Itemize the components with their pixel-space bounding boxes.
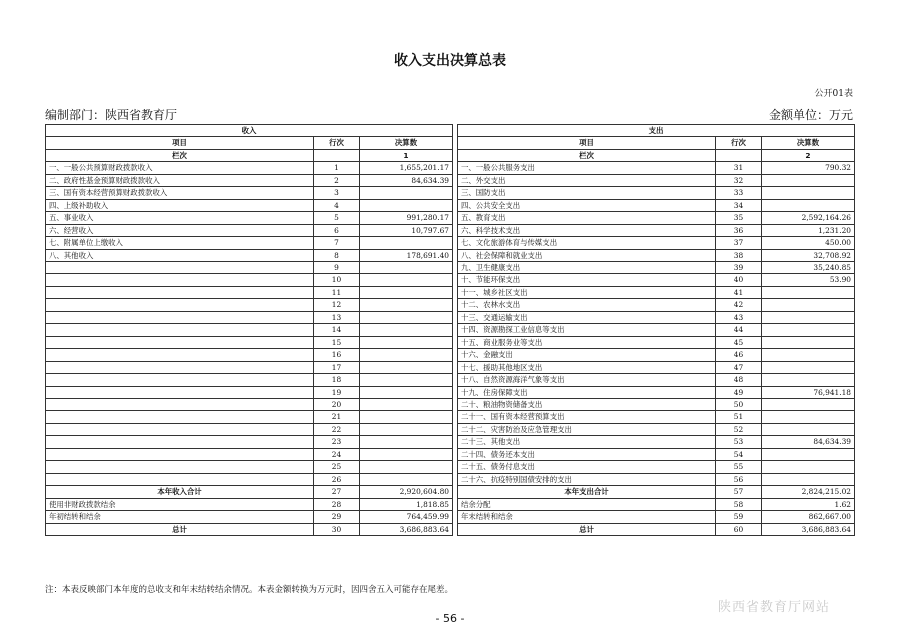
income-line-no: 3 — [314, 187, 360, 199]
income-column-number: 栏次 — [46, 149, 314, 161]
expense-item: 十三、交通运输支出 — [458, 311, 716, 323]
expense-amount — [762, 361, 855, 373]
expense-column-header: 行次 — [716, 137, 762, 149]
income-column-header: 决算数 — [360, 137, 453, 149]
expense-item: 十六、金融支出 — [458, 349, 716, 361]
table-row — [458, 336, 855, 348]
income-amount — [360, 187, 453, 199]
expense-line-no: 40 — [716, 274, 762, 286]
table-row — [458, 261, 855, 273]
expense-item: 二十一、国有资本经营预算支出 — [458, 411, 716, 423]
income-line-no: 28 — [314, 498, 360, 510]
table-row — [458, 249, 855, 261]
expense-item: 五、教育支出 — [458, 212, 716, 224]
income-amount: 3,686,883.64 — [360, 523, 453, 535]
expense-amount — [762, 174, 855, 186]
expense-line-no: 37 — [716, 237, 762, 249]
income-line-no: 13 — [314, 311, 360, 323]
income-item: 五、事业收入 — [46, 212, 314, 224]
income-item — [46, 336, 314, 348]
table-row — [46, 349, 453, 361]
income-item — [46, 349, 314, 361]
income-line-no: 12 — [314, 299, 360, 311]
expense-column-number: 栏次 — [458, 149, 716, 161]
income-amount — [360, 423, 453, 435]
expense-item: 二十五、债务付息支出 — [458, 461, 716, 473]
table-row — [46, 398, 453, 410]
expense-line-no: 44 — [716, 324, 762, 336]
table-row — [46, 299, 453, 311]
expense-line-no: 41 — [716, 286, 762, 298]
income-item: 八、其他收入 — [46, 249, 314, 261]
income-item: 二、政府性基金预算财政拨款收入 — [46, 174, 314, 186]
table-row — [458, 361, 855, 373]
expense-line-no: 31 — [716, 162, 762, 174]
expense-line-no: 50 — [716, 398, 762, 410]
income-amount — [360, 336, 453, 348]
income-amount — [360, 299, 453, 311]
table-row — [458, 498, 855, 510]
income-item: 一、一般公共预算财政拨款收入 — [46, 162, 314, 174]
income-item: 本年收入合计 — [46, 486, 314, 498]
income-line-no: 7 — [314, 237, 360, 249]
footnote: 注：本表反映部门本年度的总收支和年末结转结余情况。本表金额转换为万元时，因四舍五入可能存在尾差。 — [45, 585, 454, 595]
table-row — [46, 498, 453, 510]
expense-item: 二十六、抗疫特别国债安排的支出 — [458, 473, 716, 485]
income-item — [46, 473, 314, 485]
income-amount — [360, 237, 453, 249]
income-item — [46, 448, 314, 460]
expense-line-no: 32 — [716, 174, 762, 186]
table-row — [458, 511, 855, 523]
income-item — [46, 386, 314, 398]
income-amount — [360, 349, 453, 361]
income-amount: 1,818.85 — [360, 498, 453, 510]
income-line-no: 6 — [314, 224, 360, 236]
expense-table — [457, 124, 855, 536]
income-amount: 10,797.67 — [360, 224, 453, 236]
page-number: - 56 - — [435, 612, 465, 625]
table-row — [46, 199, 453, 211]
income-line-no: 5 — [314, 212, 360, 224]
income-header-row — [46, 137, 453, 149]
expense-amount: 76,941.18 — [762, 386, 855, 398]
expense-line-no: 33 — [716, 187, 762, 199]
expense-column-number — [716, 149, 762, 161]
expense-item: 二十二、灾害防治及应急管理支出 — [458, 423, 716, 435]
income-item: 年初结转和结余 — [46, 511, 314, 523]
income-item — [46, 261, 314, 273]
income-item — [46, 299, 314, 311]
income-amount — [360, 361, 453, 373]
expense-amount — [762, 324, 855, 336]
expense-amount — [762, 473, 855, 485]
income-line-no: 24 — [314, 448, 360, 460]
income-line-no: 21 — [314, 411, 360, 423]
expense-column-header: 项目 — [458, 137, 716, 149]
expense-item: 年末结转和结余 — [458, 511, 716, 523]
expense-item: 七、文化旅游体育与传媒支出 — [458, 237, 716, 249]
expense-line-no: 59 — [716, 511, 762, 523]
table-row — [458, 411, 855, 423]
income-column-header: 行次 — [314, 137, 360, 149]
table-row — [46, 174, 453, 186]
income-line-no: 19 — [314, 386, 360, 398]
income-line-no: 4 — [314, 199, 360, 211]
table-row — [458, 162, 855, 174]
table-row — [458, 199, 855, 211]
expense-item: 三、国防支出 — [458, 187, 716, 199]
table-row — [458, 324, 855, 336]
expense-item: 十九、住房保障支出 — [458, 386, 716, 398]
table-row — [458, 349, 855, 361]
expense-item: 一、一般公共服务支出 — [458, 162, 716, 174]
income-amount — [360, 199, 453, 211]
income-line-no: 22 — [314, 423, 360, 435]
table-row — [46, 511, 453, 523]
expense-item: 六、科学技术支出 — [458, 224, 716, 236]
expense-column-number: 2 — [762, 149, 855, 161]
table-row — [46, 461, 453, 473]
income-amount — [360, 398, 453, 410]
expense-item: 九、卫生健康支出 — [458, 261, 716, 273]
expense-item: 二十、粮油物资储备支出 — [458, 398, 716, 410]
table-row — [458, 212, 855, 224]
table-row — [46, 274, 453, 286]
expense-amount — [762, 336, 855, 348]
expense-amount: 790.32 — [762, 162, 855, 174]
income-line-no: 8 — [314, 249, 360, 261]
income-line-no: 27 — [314, 486, 360, 498]
table-row — [458, 423, 855, 435]
table-row — [46, 523, 453, 535]
expense-item: 四、公共安全支出 — [458, 199, 716, 211]
income-table — [45, 124, 453, 536]
expense-amount: 84,634.39 — [762, 436, 855, 448]
expense-section-row — [458, 125, 855, 137]
income-item — [46, 436, 314, 448]
expense-amount — [762, 374, 855, 386]
form-code: 公开01表 — [814, 89, 853, 99]
table-row — [46, 249, 453, 261]
expense-column-number-row — [458, 149, 855, 161]
income-item: 总计 — [46, 523, 314, 535]
watermark: 陕西省教育厅网站 — [718, 600, 831, 615]
expense-amount — [762, 461, 855, 473]
expense-line-no: 55 — [716, 461, 762, 473]
expense-amount: 450.00 — [762, 237, 855, 249]
table-row — [458, 436, 855, 448]
table-row — [458, 448, 855, 460]
table-row — [46, 286, 453, 298]
income-amount — [360, 311, 453, 323]
income-item — [46, 423, 314, 435]
table-row — [46, 473, 453, 485]
expense-amount: 1.62 — [762, 498, 855, 510]
income-line-no: 1 — [314, 162, 360, 174]
income-amount — [360, 411, 453, 423]
expense-header-row — [458, 137, 855, 149]
table-row — [458, 187, 855, 199]
income-item — [46, 374, 314, 386]
expense-amount — [762, 299, 855, 311]
expense-line-no: 48 — [716, 374, 762, 386]
income-line-no: 10 — [314, 274, 360, 286]
expense-line-no: 58 — [716, 498, 762, 510]
table-row — [458, 174, 855, 186]
expense-item: 十五、商业服务业等支出 — [458, 336, 716, 348]
income-line-no: 26 — [314, 473, 360, 485]
expense-item: 十、节能环保支出 — [458, 274, 716, 286]
expense-item: 十一、城乡社区支出 — [458, 286, 716, 298]
expense-amount: 2,824,215.02 — [762, 486, 855, 498]
expense-amount — [762, 411, 855, 423]
expense-item: 十四、资源勘探工业信息等支出 — [458, 324, 716, 336]
table-row — [458, 386, 855, 398]
table-row — [458, 374, 855, 386]
table-row — [458, 274, 855, 286]
income-item: 三、国有资本经营预算财政拨款收入 — [46, 187, 314, 199]
table-row — [46, 423, 453, 435]
table-row — [46, 162, 453, 174]
table-row — [46, 486, 453, 498]
table-row — [46, 361, 453, 373]
expense-column-header: 决算数 — [762, 137, 855, 149]
expense-item: 二十三、其他支出 — [458, 436, 716, 448]
income-line-no: 29 — [314, 511, 360, 523]
expense-amount — [762, 349, 855, 361]
expense-item: 二十四、债务还本支出 — [458, 448, 716, 460]
table-row — [458, 461, 855, 473]
expense-line-no: 36 — [716, 224, 762, 236]
table-row — [46, 386, 453, 398]
income-line-no: 23 — [314, 436, 360, 448]
income-line-no: 11 — [314, 286, 360, 298]
income-amount — [360, 386, 453, 398]
table-row — [458, 237, 855, 249]
income-item — [46, 361, 314, 373]
table-row — [46, 448, 453, 460]
expense-amount — [762, 398, 855, 410]
income-line-no: 20 — [314, 398, 360, 410]
income-amount: 2,920,604.80 — [360, 486, 453, 498]
department-label: 编制部门：陕西省教育厅 — [45, 108, 178, 122]
income-amount: 84,634.39 — [360, 174, 453, 186]
expense-line-no: 52 — [716, 423, 762, 435]
income-amount — [360, 374, 453, 386]
expense-amount — [762, 448, 855, 460]
expense-amount: 2,592,164.26 — [762, 212, 855, 224]
expense-amount: 3,686,883.64 — [762, 523, 855, 535]
table-row — [458, 398, 855, 410]
income-column-number — [314, 149, 360, 161]
income-amount — [360, 324, 453, 336]
table-row — [458, 473, 855, 485]
expense-amount: 53.90 — [762, 274, 855, 286]
expense-line-no: 38 — [716, 249, 762, 261]
income-amount — [360, 286, 453, 298]
expense-line-no: 45 — [716, 336, 762, 348]
table-row — [46, 374, 453, 386]
income-column-number: 1 — [360, 149, 453, 161]
income-item: 六、经营收入 — [46, 224, 314, 236]
income-item — [46, 398, 314, 410]
table-row — [46, 187, 453, 199]
table-row — [46, 324, 453, 336]
table-row — [46, 261, 453, 273]
table-row — [458, 523, 855, 535]
unit-label: 金额单位：万元 — [768, 108, 853, 122]
expense-line-no: 46 — [716, 349, 762, 361]
income-column-header: 项目 — [46, 137, 314, 149]
expense-amount: 35,240.85 — [762, 261, 855, 273]
table-row — [458, 486, 855, 498]
expense-line-no: 42 — [716, 299, 762, 311]
income-line-no: 18 — [314, 374, 360, 386]
expense-amount: 862,667.00 — [762, 511, 855, 523]
expense-item: 十八、自然资源海洋气象等支出 — [458, 374, 716, 386]
income-item — [46, 411, 314, 423]
expense-line-no: 43 — [716, 311, 762, 323]
expense-item: 结余分配 — [458, 498, 716, 510]
expense-amount — [762, 187, 855, 199]
table-row — [46, 311, 453, 323]
income-item — [46, 286, 314, 298]
expense-line-no: 47 — [716, 361, 762, 373]
expense-amount — [762, 199, 855, 211]
income-amount — [360, 448, 453, 460]
income-line-no: 25 — [314, 461, 360, 473]
expense-section-header: 支出 — [458, 125, 855, 137]
income-amount — [360, 436, 453, 448]
expense-amount: 1,231.20 — [762, 224, 855, 236]
expense-line-no: 34 — [716, 199, 762, 211]
expense-amount — [762, 286, 855, 298]
income-amount — [360, 473, 453, 485]
income-section-header: 收入 — [46, 125, 453, 137]
expense-amount — [762, 423, 855, 435]
income-item: 四、上级补助收入 — [46, 199, 314, 211]
income-amount — [360, 461, 453, 473]
income-line-no: 2 — [314, 174, 360, 186]
expense-line-no: 56 — [716, 473, 762, 485]
expense-line-no: 39 — [716, 261, 762, 273]
expense-line-no: 51 — [716, 411, 762, 423]
table-row — [46, 237, 453, 249]
income-amount: 764,459.99 — [360, 511, 453, 523]
table-row — [458, 286, 855, 298]
expense-line-no: 49 — [716, 386, 762, 398]
income-line-no: 9 — [314, 261, 360, 273]
income-line-no: 16 — [314, 349, 360, 361]
table-row — [46, 224, 453, 236]
table-row — [46, 336, 453, 348]
table-row — [458, 311, 855, 323]
income-amount: 991,280.17 — [360, 212, 453, 224]
income-line-no: 15 — [314, 336, 360, 348]
table-row — [458, 299, 855, 311]
expense-line-no: 53 — [716, 436, 762, 448]
expense-item: 本年支出合计 — [458, 486, 716, 498]
expense-amount — [762, 311, 855, 323]
income-amount — [360, 261, 453, 273]
income-amount: 1,655,201.17 — [360, 162, 453, 174]
expense-item: 总计 — [458, 523, 716, 535]
income-item: 使用非财政拨款结余 — [46, 498, 314, 510]
income-amount — [360, 274, 453, 286]
income-item — [46, 274, 314, 286]
expense-item: 八、社会保障和就业支出 — [458, 249, 716, 261]
income-amount: 178,691.40 — [360, 249, 453, 261]
expense-line-no: 35 — [716, 212, 762, 224]
income-item: 七、附属单位上缴收入 — [46, 237, 314, 249]
expense-item: 十七、援助其他地区支出 — [458, 361, 716, 373]
table-row — [46, 411, 453, 423]
income-section-row — [46, 125, 453, 137]
expense-line-no: 60 — [716, 523, 762, 535]
table-row — [458, 224, 855, 236]
table-row — [46, 436, 453, 448]
income-item — [46, 311, 314, 323]
income-item — [46, 461, 314, 473]
expense-line-no: 57 — [716, 486, 762, 498]
table-row — [46, 212, 453, 224]
summary-tables — [45, 124, 854, 582]
income-item — [46, 324, 314, 336]
expense-item: 十二、农林水支出 — [458, 299, 716, 311]
expense-line-no: 54 — [716, 448, 762, 460]
expense-amount: 32,708.92 — [762, 249, 855, 261]
income-line-no: 14 — [314, 324, 360, 336]
income-column-number-row — [46, 149, 453, 161]
income-line-no: 30 — [314, 523, 360, 535]
income-line-no: 17 — [314, 361, 360, 373]
page-title: 收入支出决算总表 — [394, 53, 506, 69]
expense-item: 二、外交支出 — [458, 174, 716, 186]
